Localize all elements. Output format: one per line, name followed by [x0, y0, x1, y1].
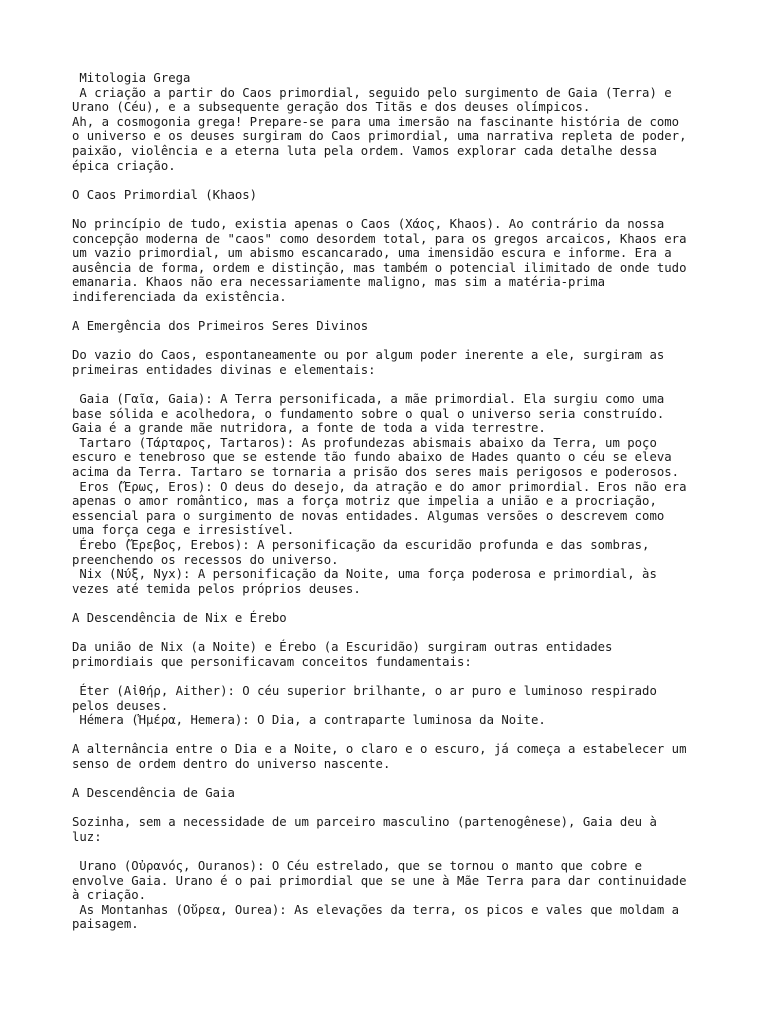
text-line: Da união de Nix (a Noite) e Érebo (a Escuridão) surgiram outras entidades: [72, 640, 613, 655]
blank-line: [72, 596, 732, 611]
text-line: A criação a partir do Caos primordial, seguido pelo surgimento de Gaia (Terra) e: [72, 85, 672, 100]
text-line: um vazio primordial, um abismo escancarado, uma imensidão escura e informe. Era a: [72, 246, 672, 261]
text-line: indiferenciada da existência.: [72, 289, 287, 304]
text-line: Mitologia Grega: [72, 71, 191, 85]
text-line: épica criação.: [72, 158, 176, 173]
text-line: apenas o amor romântico, mas a força motriz que impelia a união e a procriação,: [72, 494, 657, 509]
text-line: As Montanhas (Οὔρεα, Ourea): As elevações da terra, os picos e vales que moldam a: [72, 902, 680, 917]
blank-line: [72, 377, 732, 392]
text-line: Ah, a cosmogonia grega! Prepare-se para uma imersão na fascinante história de como: [72, 114, 680, 129]
text-line: Nix (Νύξ, Nyx): A personificação da Noite, uma força poderosa e primordial, às: [72, 567, 657, 582]
text-line: Hémera (Ἡμέρα, Hemera): O Dia, a contraparte luminosa da Noite.: [72, 713, 546, 728]
blank-line: [72, 801, 732, 816]
text-line: uma força cega e irresistível.: [72, 523, 295, 538]
blank-line: [72, 844, 732, 859]
section-heading: A Descendência de Gaia: [72, 786, 235, 801]
document-page: [72, 71, 732, 932]
text-line: base sólida e acolhedora, o fundamento sobre o qual o universo seria construído.: [72, 406, 665, 421]
text-line: acima da Terra. Tartaro se tornaria a prisão dos seres mais perigosos e poderosos.: [72, 465, 680, 480]
text-line: concepção moderna de "caos" como desordem total, para os gregos arcaicos, Khaos era: [72, 231, 687, 246]
blank-line: [72, 669, 732, 684]
text-line: Gaia é a grande mãe nutridora, a fonte de toda a vida terrestre.: [72, 421, 546, 436]
text-line: Do vazio do Caos, espontaneamente ou por algum poder inerente a ele, surgiram as: [72, 348, 665, 363]
text-line: Urano (Céu), e a subsequente geração dos Titãs e dos deuses olímpicos.: [72, 100, 591, 115]
text-line: Érebo (Ἔρεβος, Erebos): A personificação da escuridão profunda e das sombras,: [72, 538, 650, 552]
text-line: vezes até temida pelos próprios deuses.: [72, 581, 361, 596]
blank-line: [72, 173, 732, 188]
text-line: pelos deuses.: [72, 698, 169, 713]
blank-line: [72, 305, 732, 320]
text-line: Eros (Ἔρως, Eros): O deus do desejo, da atração e do amor primordial. Eros não era: [72, 479, 687, 494]
text-line: à criação.: [72, 888, 147, 903]
text-line: preenchendo os recessos do universo.: [72, 552, 339, 567]
text-line: escuro e tenebroso que se estende tão fundo abaixo de Hades quanto o céu se eleva: [72, 450, 672, 465]
text-line: No princípio de tudo, existia apenas o Caos (Χάος, Khaos). Ao contrário da nossa: [72, 216, 665, 231]
text-line: paixão, violência e a eterna luta pela ordem. Vamos explorar cada detalhe dessa: [72, 143, 657, 158]
text-line: essencial para o surgimento de novas entidades. Algumas versões o descrevem como: [72, 508, 665, 523]
text-line: envolve Gaia. Urano é o pai primordial que se une à Mãe Terra para dar continuidade: [72, 873, 687, 888]
text-line: Tartaro (Τάρταρος, Tartaros): As profundezas abismais abaixo da Terra, um poço: [72, 435, 657, 450]
text-line: paisagem.: [72, 917, 139, 932]
text-line: Sozinha, sem a necessidade de um parceiro masculino (partenogênese), Gaia deu à: [72, 815, 657, 830]
blank-line: [72, 626, 732, 641]
text-line: A alternância entre o Dia e a Noite, o claro e o escuro, já começa a estabelecer um: [72, 742, 687, 757]
text-line: primeiras entidades divinas e elementais:: [72, 362, 376, 377]
text-line: Urano (Οὐρανός, Ouranos): O Céu estrelado, que se tornou o manto que cobre e: [72, 859, 643, 874]
section-heading: O Caos Primordial (Khaos): [72, 187, 258, 202]
text-line: ausência de forma, ordem e distinção, mas também o potencial ilimitado de onde tudo: [72, 260, 687, 275]
text-line: senso de ordem dentro do universo nascente.: [72, 756, 391, 771]
text-line: luz:: [72, 829, 102, 844]
text-line: primordiais que personificavam conceitos fundamentais:: [72, 654, 472, 669]
section-heading: A Descendência de Nix e Érebo: [72, 610, 287, 625]
section-heading: A Emergência dos Primeiros Seres Divinos: [72, 319, 369, 334]
text-line: Éter (Αἰθήρ, Aither): O céu superior brilhante, o ar puro e luminoso respirado: [72, 683, 657, 698]
blank-line: [72, 334, 732, 349]
blank-line: [72, 772, 732, 787]
text-line: o universo e os deuses surgiram do Caos primordial, uma narrativa repleta de poder,: [72, 129, 687, 144]
text-line: Gaia (Γαῖα, Gaia): A Terra personificada, a mãe primordial. Ela surgiu como uma: [72, 392, 665, 407]
text-line: emanaria. Khaos não era necessariamente maligno, mas sim a matéria-prima: [72, 275, 606, 290]
blank-line: [72, 728, 732, 743]
blank-line: [72, 202, 732, 217]
